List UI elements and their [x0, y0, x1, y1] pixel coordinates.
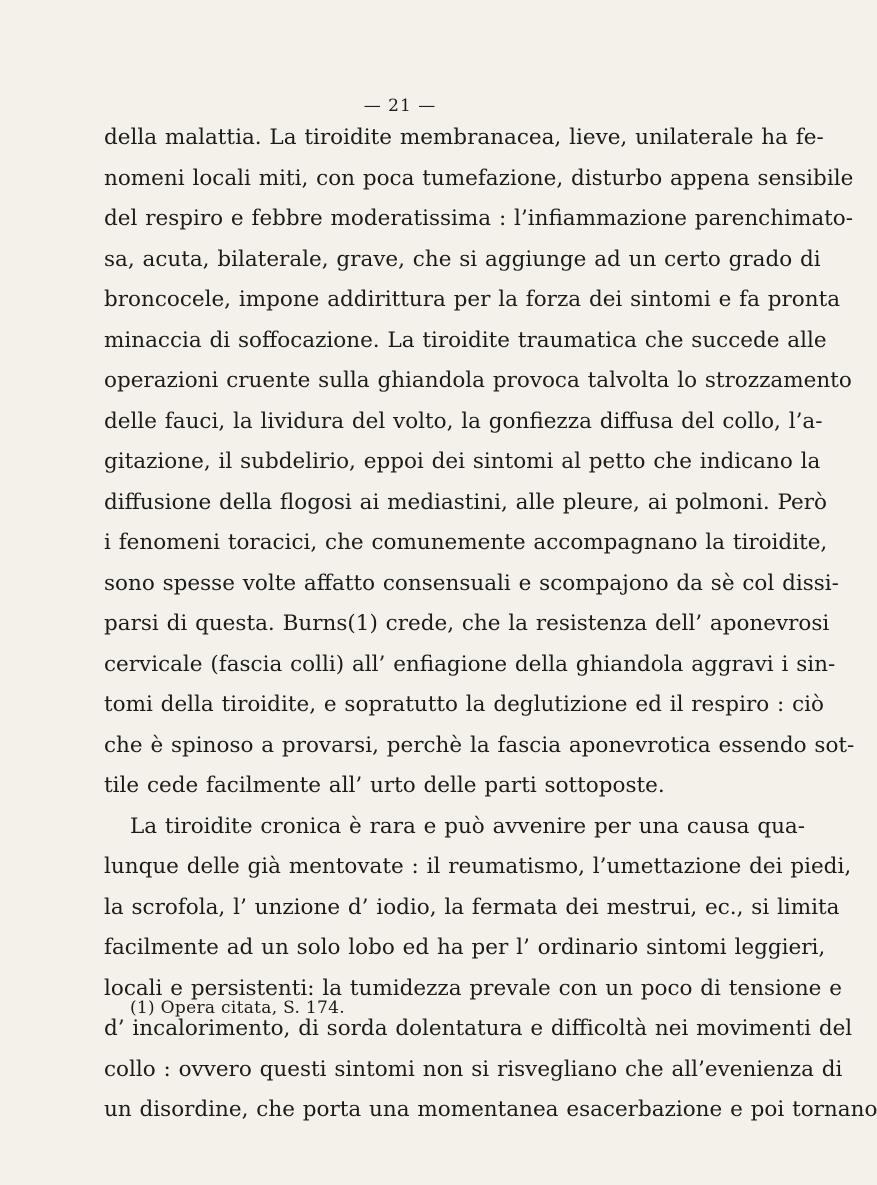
- text-line: La tiroidite cronica è rara e può avvenire per una causa qua-: [130, 813, 806, 839]
- text-line: che è spinoso a provarsi, perchè la fascia aponevrotica essendo sot-: [104, 732, 855, 758]
- text-line: sono spesse volte affatto consensuali e scompajono da sè col dissi-: [104, 570, 839, 596]
- text-line: tomi della tiroidite, e sopratutto la deglutizione ed il respiro : ciò: [104, 692, 824, 717]
- footnote: (1) Opera citata, S. 174.: [130, 998, 345, 1018]
- text-line: d’ incalorimento, di sorda dolentatura e difficoltà nei movimenti del: [104, 1016, 853, 1041]
- text-line: i fenomeni toracici, che comunemente accompagnano la tiroidite,: [104, 530, 828, 555]
- text-line: sa, acuta, bilaterale, grave, che si aggiunge ad un certo grado di: [104, 246, 821, 272]
- text-line: la scrofola, l’ unzione d’ iodio, la fermata dei mestrui, ec., si limita: [104, 894, 840, 920]
- text-line: minaccia di soffocazione. La tiroidite traumatica che succede alle: [104, 327, 827, 353]
- text-line: diffusione della flogosi ai mediastini, alle pleure, ai polmoni. Però: [104, 489, 827, 515]
- text-line: parsi di questa. Burns(1) crede, che la resistenza dell’ aponevrosi: [104, 611, 830, 636]
- text-line: del respiro e febbre moderatissima : l’infiammazione parenchimato-: [104, 206, 854, 231]
- text-line: collo : ovvero questi sintomi non si risvegliano che all’evenienza di: [104, 1056, 843, 1082]
- text-line: nomeni locali miti, con poca tumefazione, disturbo appena sensibile: [104, 165, 854, 191]
- text-line: gitazione, il subdelirio, eppoi dei sintomi al petto che indicano la: [104, 449, 821, 474]
- text-line: lunque delle già mentovate : il reumatismo, l’umettazione dei piedi,: [104, 854, 852, 879]
- text-line: cervicale (fascia colli) all’ enfiagione della ghiandola aggravi i sin-: [104, 651, 836, 677]
- text-line: facilmente ad un solo lobo ed ha per l’ ordinario sintomi leggieri,: [104, 935, 826, 960]
- text-line: tile cede facilmente all’ urto delle parti sottoposte.: [104, 773, 665, 798]
- text-line: della malattia. La tiroidite membranacea, lieve, unilaterale ha fe-: [104, 125, 824, 150]
- text-line: un disordine, che porta una momentanea esacerbazione e poi tornano: [104, 1097, 877, 1122]
- page-number: — 21 —: [363, 96, 437, 116]
- text-line: broncocele, impone addirittura per la forza dei sintomi e fa pronta: [104, 287, 841, 312]
- text-line: locali e persistenti: la tumidezza prevale con un poco di tensione e: [104, 975, 842, 1001]
- body-text: [104, 118, 877, 1131]
- text-line: operazioni cruente sulla ghiandola provoca talvolta lo strozzamento: [104, 368, 852, 393]
- text-line: delle fauci, la lividura del volto, la gonfiezza diffusa del collo, l’a-: [104, 408, 823, 434]
